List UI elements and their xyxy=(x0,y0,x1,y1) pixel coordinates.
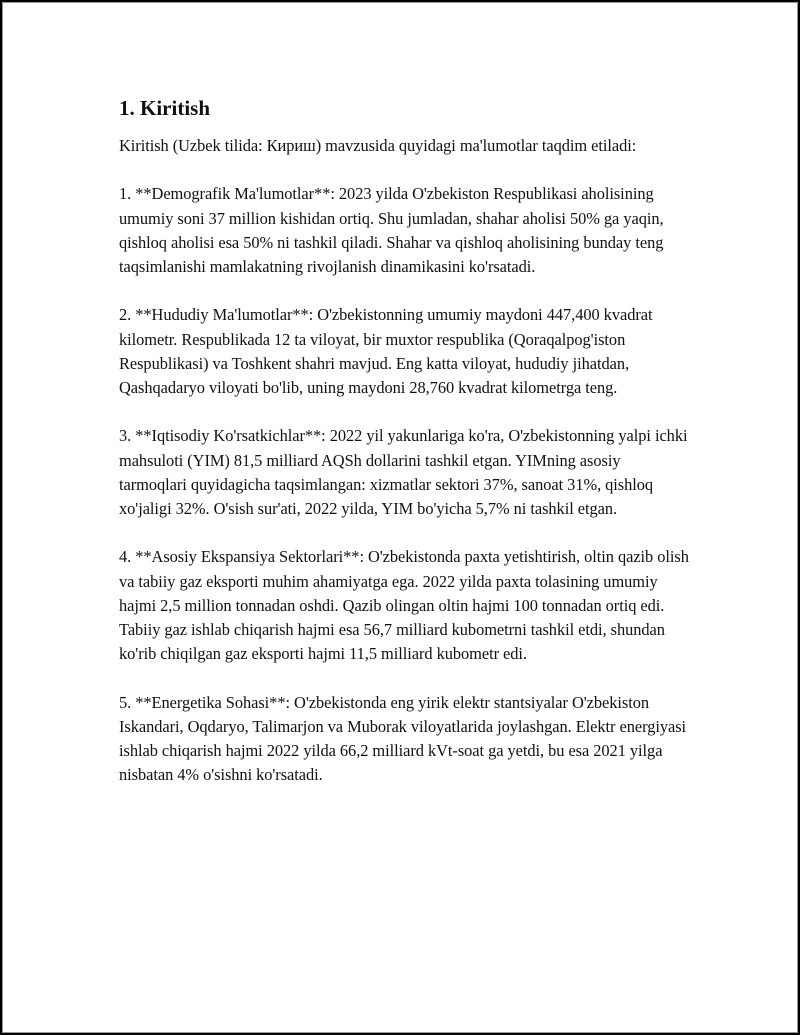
section-heading: 1. Kiritish xyxy=(119,96,211,120)
intro-paragraph: Kiritish (Uzbek tilida: Кириш) mavzusida quyidagi ma'lumotlar taqdim etiladi: xyxy=(119,136,637,155)
paragraph-territory: 2. **Hududiy Ma'lumotlar**: O'zbekistonning umumiy maydoni 447,400 kvadrat kilometr. Respublikada 12 ta viloyat, bir muxtor respublika (Qoraqalpog'iston Respublikasi) va Toshkent shahri mavjud. Eng katta viloyat, hududiy jihatdan, Qashqadaryo viloyati bo'lib, uning maydoni 28,760 kvadrat kilometrga teng. xyxy=(119,305,653,397)
paragraph-demographics: 1. **Demografik Ma'lumotlar**: 2023 yilda O'zbekiston Respublikasi aholisining umumiy soni 37 million kishidan ortiq. Shu jumladan, shahar aholisi 50% ga yaqin, qishloq aholisi esa 50% ni tashkil qiladi. Shahar va qishloq aholisining bunday teng taqsimlanishi mamlakatning rivojlanish dinamikasini ko'rsatadi. xyxy=(119,184,664,276)
document-body xyxy=(119,95,689,812)
paragraph-energy: 5. **Energetika Sohasi**: O'zbekistonda eng yirik elektr stantsiyalar O'zbekiston Iskandari, Oqdaryo, Talimarjon va Muborak viloyatlarida joylashgan. Elektr energiyasi ishlab chiqarish hajmi 2022 yilda 66,2 milliard kVt-soat ga yetdi, bu esa 2021 yilga nisbatan 4% o'sishni ko'rsatadi. xyxy=(119,692,687,785)
paragraph-export-sectors: 4. **Asosiy Ekspansiya Sektorlari**: O'zbekistonda paxta yetishtirish, oltin qazib olish va tabiiy gaz eksporti muhim ahamiyatga ega. 2022 yilda paxta tolasining umumiy hajmi 2,5 million tonnadan oshdi. Qazib olingan oltin hajmi 100 tonnadan ortiq edi. Tabiiy gaz ishlab chiqarish hajmi esa 56,7 milliard kubometrni tashkil etdi, shundan ko'rib chiqilgan gaz eksporti hajmi 11,5 milliard kubometr edi. xyxy=(119,547,689,664)
paragraph-economy: 3. **Iqtisodiy Ko'rsatkichlar**: 2022 yil yakunlariga ko'ra, O'zbekistonning yalpi ichki mahsuloti (YIM) 81,5 milliard AQSh dollarini tashkil etgan. YIMning asosiy tarmoqlari quyidagicha taqsimlangan: xizmatlar sektori 37%, sanoat 31%, qishloq xo'jaligi 32%. O'sish sur'ati, 2022 yilda, YIM bo'yicha 5,7% ni tashkil etgan. xyxy=(119,426,688,518)
